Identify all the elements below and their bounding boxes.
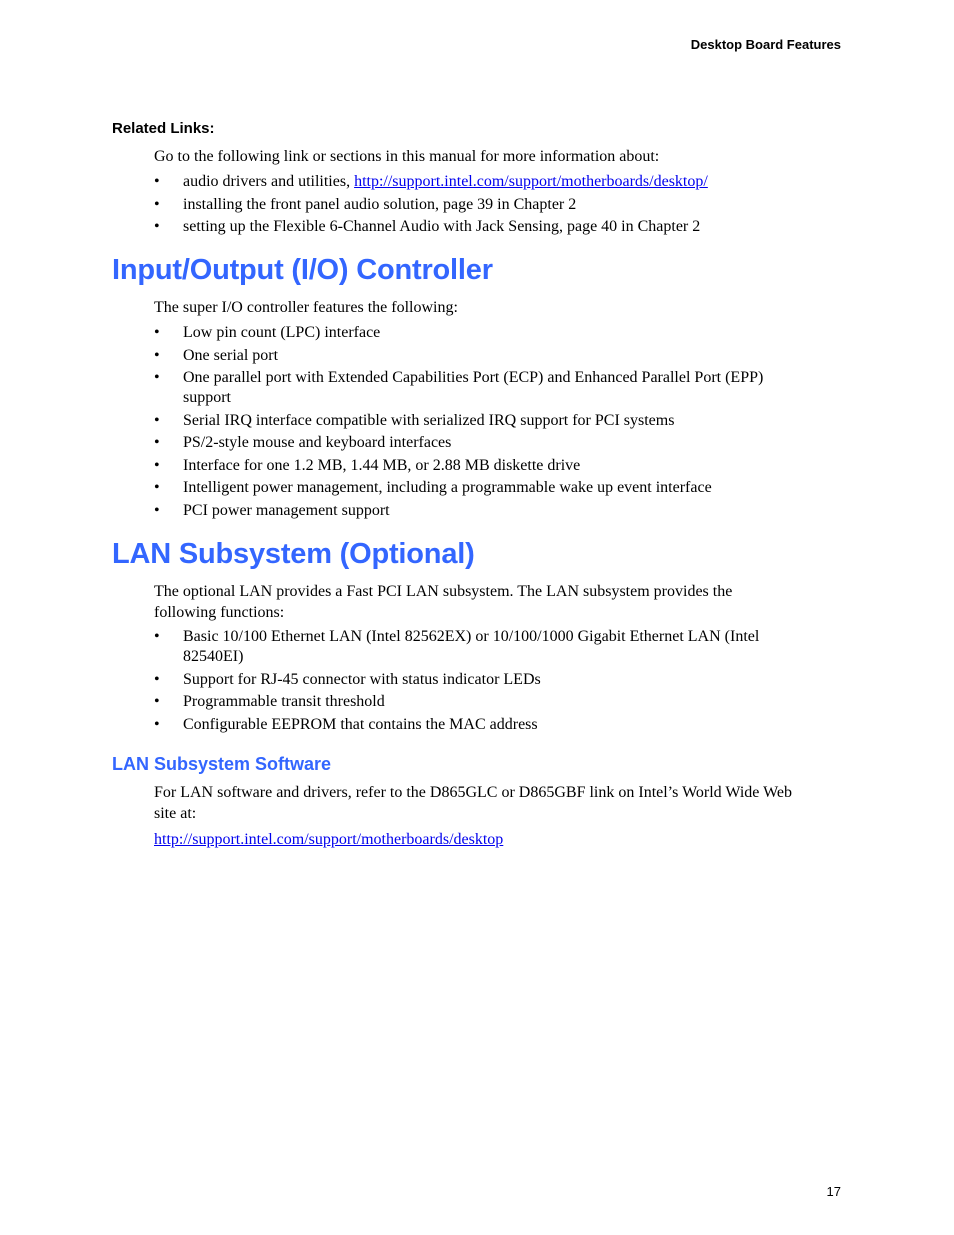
list-item-text: Low pin count (LPC) interface bbox=[183, 324, 381, 341]
list-item-text: One serial port bbox=[183, 346, 279, 364]
lan-subsystem-list bbox=[154, 627, 794, 737]
list-item-text: setting up the Flexible 6-Channel Audio with Jack Sensing, page 40 in Chapter 2 bbox=[183, 218, 701, 235]
io-controller-intro: The super I/O controller features the following: bbox=[154, 299, 458, 316]
bullet-icon: • bbox=[154, 501, 160, 519]
bullet-icon: • bbox=[154, 693, 160, 710]
lan-software-heading: LAN Subsystem Software bbox=[112, 754, 332, 774]
bullet-icon: • bbox=[154, 195, 160, 213]
list-item bbox=[154, 172, 794, 192]
running-header: Desktop Board Features bbox=[690, 37, 841, 52]
list-item-text: Configurable EEPROM that contains the MAC address bbox=[183, 715, 538, 733]
bullet-icon: • bbox=[154, 324, 160, 341]
bullet-icon: • bbox=[154, 434, 160, 451]
list-item-text: Programmable transit threshold bbox=[183, 693, 385, 710]
support-link[interactable]: http://support.intel.com/support/motherboards/desktop/ bbox=[354, 173, 708, 190]
bullet-icon: • bbox=[154, 456, 160, 474]
list-item bbox=[154, 456, 794, 476]
list-item-text: Serial IRQ interface compatible with serialized IRQ support for PCI systems bbox=[183, 411, 675, 429]
list-item bbox=[154, 411, 794, 431]
bullet-icon: • bbox=[154, 346, 160, 364]
list-item bbox=[154, 692, 794, 712]
lan-subsystem-intro: The optional LAN provides a Fast PCI LAN subsystem. The LAN subsystem provides the following functions: bbox=[154, 583, 733, 621]
list-item bbox=[154, 627, 794, 667]
bullet-icon: • bbox=[154, 715, 160, 733]
list-item bbox=[154, 195, 794, 215]
list-item-text: PS/2-style mouse and keyboard interfaces bbox=[183, 434, 452, 451]
list-item bbox=[154, 715, 794, 735]
related-links-intro: Go to the following link or sections in this manual for more information about: bbox=[154, 148, 660, 165]
list-item-text: audio drivers and utilities, bbox=[183, 173, 355, 190]
list-item-text: Intelligent power management, including a programmable wake up event interface bbox=[183, 479, 712, 496]
bullet-icon: • bbox=[154, 173, 160, 190]
list-item-text: PCI power management support bbox=[183, 501, 390, 519]
io-controller-heading: Input/Output (I/O) Controller bbox=[112, 254, 493, 286]
bullet-icon: • bbox=[154, 411, 160, 429]
list-item bbox=[154, 670, 794, 690]
related-links-heading: Related Links: bbox=[112, 120, 215, 137]
bullet-icon: • bbox=[154, 479, 160, 496]
io-controller-list bbox=[154, 323, 794, 523]
bullet-icon: • bbox=[154, 628, 160, 645]
list-item bbox=[154, 368, 794, 408]
bullet-icon: • bbox=[154, 218, 160, 235]
bullet-icon: • bbox=[154, 670, 160, 688]
support-link[interactable]: http://support.intel.com/support/motherboards/desktop bbox=[154, 831, 504, 848]
lan-software-link-line bbox=[154, 829, 814, 850]
list-item bbox=[154, 217, 794, 237]
list-item-text: Support for RJ-45 connector with status indicator LEDs bbox=[183, 670, 541, 688]
related-links-list bbox=[154, 172, 794, 240]
bullet-icon: • bbox=[154, 369, 160, 386]
list-item-text: Basic 10/100 Ethernet LAN (Intel 82562EX) or 10/100/1000 Gigabit Ethernet LAN (Intel 82540EI) bbox=[183, 628, 760, 665]
list-item-text: One parallel port with Extended Capabilities Port (ECP) and Enhanced Parallel Port (EPP) support bbox=[183, 369, 764, 406]
list-item-text: installing the front panel audio solution, page 39 in Chapter 2 bbox=[183, 195, 577, 213]
list-item bbox=[154, 323, 794, 343]
list-item bbox=[154, 346, 794, 366]
page-number: 17 bbox=[826, 1184, 841, 1199]
lan-software-text: For LAN software and drivers, refer to the D865GLC or D865GBF link on Intel’s World Wide Web site at: bbox=[154, 784, 793, 822]
list-item bbox=[154, 478, 794, 498]
list-item-text: Interface for one 1.2 MB, 1.44 MB, or 2.88 MB diskette drive bbox=[183, 456, 581, 474]
list-item bbox=[154, 433, 794, 453]
lan-subsystem-heading: LAN Subsystem (Optional) bbox=[112, 538, 475, 570]
list-item bbox=[154, 501, 794, 521]
